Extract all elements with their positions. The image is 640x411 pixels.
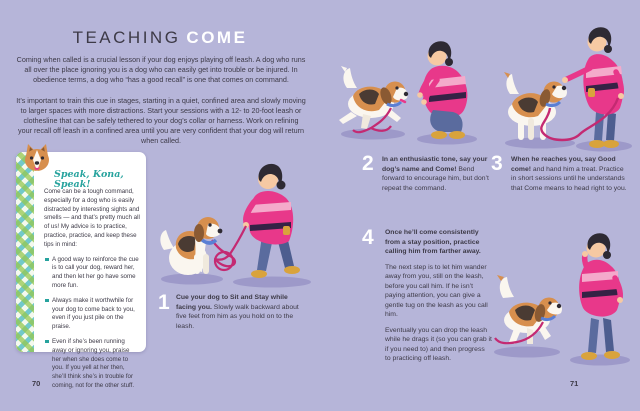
step-1-lead: Cue your dog to Sit and Stay while facing you. — [176, 294, 288, 311]
step-number-3: 3 — [491, 152, 503, 175]
page-number-left: 70 — [32, 379, 41, 388]
illustration-step3-treat — [494, 16, 640, 154]
illustration-step4-recall — [487, 226, 639, 370]
step-4-para-1: The next step is to let him wander away from you, still on the leash, before you call him. If he isn’t paying attention, you can give a gentle tug on the leash as you call him. — [385, 263, 488, 319]
step-4-text — [385, 228, 492, 370]
sidebar-tip: A good way to reinforce the cue is to call your dog, reward her, and then let her go have some more fun. — [44, 256, 140, 291]
sidebar-tip: Even if she’s been running away or ignoring you, praise her when she does come to you. If you yell at her then, she’ll think she’s in trouble for coming, not for the other stuff. — [44, 338, 140, 391]
step-3-text — [511, 155, 627, 193]
step-3-rest: and hand him a treat. Practice in short sessions until he understands that Come means to head right to you. — [511, 165, 627, 192]
step-number-1: 1 — [158, 291, 170, 314]
gingham-border — [16, 152, 34, 352]
step-3-lead: When he reaches you, say Good come! — [511, 156, 616, 173]
step-4-para-2: Eventually you can drop the leash while he drags it (so you can grab it if you need to) and then progress to practicing off leash. — [385, 326, 492, 363]
sidebar-intro: Come can be a tough command, especially for a dog who is easily distracted by interesting sights and smells — and that’s pretty much all of us! My advice is to practice, practice, practice, and keep these tips in mind: — [44, 188, 140, 248]
step-number-2: 2 — [362, 152, 374, 175]
page-number-right: 71 — [570, 379, 579, 388]
step-2-text — [382, 155, 494, 193]
page-title — [0, 28, 320, 48]
step-1-text — [176, 293, 307, 331]
step-1-rest: Slowly walk backward about five feet from him as you hold on to the leash. — [176, 303, 299, 330]
illustration-step1-sit-stay — [150, 158, 320, 290]
step-number-4: 4 — [362, 226, 374, 249]
intro-paragraph-2: It’s important to train this cue in stages, starting in a quiet, confined area and slowly moving to larger spaces with more distractions. Start your sessions with a 12- to 20-foot leash or clothesline that can be safely tethered to your dog’s collar or harness. Work on refining your recall off leash in a confined area until you are very confident that your dog will return when called. — [16, 96, 306, 146]
corgi-head-icon — [18, 142, 56, 174]
step-2-lead: In an enthusiastic tone, say your dog’s name and Come! — [382, 156, 488, 173]
intro-paragraph-1: Coming when called is a crucial lesson if your dog enjoys playing off leash. A dog who runs all over the place ignoring you is a dog who can easily get into trouble or be injured. In obedience terms, a dog who “has a good recall” is one that comes on command. — [16, 55, 306, 85]
sidebar-tip: Always make it worthwhile for your dog to come back to you, even if you just pile on the praise. — [44, 297, 140, 332]
sidebar-body — [44, 188, 140, 391]
step-4-lead: Once he’ll come consistently from a stay position, practice calling him from farther away. — [385, 229, 481, 256]
illustration-step2-call — [333, 22, 485, 150]
page-title-teaching: TEACHING — [72, 28, 181, 47]
sidebar-title: Speak, Kona, Speak! — [54, 169, 124, 191]
page-title-come: COME — [186, 28, 248, 47]
step-2-rest: Bend forward to encourage him, but don’t repeat the command. — [382, 165, 489, 192]
